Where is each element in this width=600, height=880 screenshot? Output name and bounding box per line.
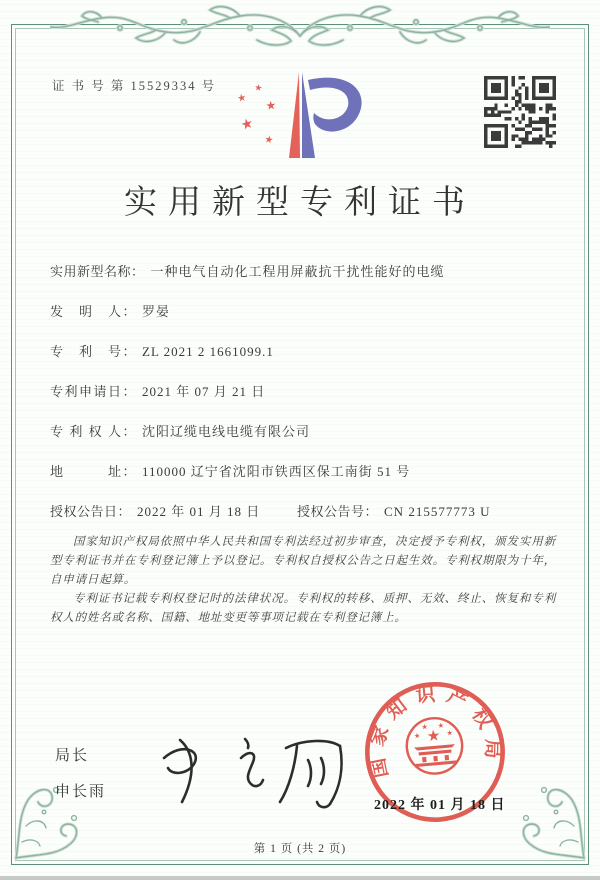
field-row-address [50, 452, 560, 492]
top-flourish-ornament [50, 2, 550, 58]
grant-number-value: CN 215577773 U [384, 504, 491, 519]
svg-text:★: ★ [253, 82, 264, 94]
grant-date-label: 授权公告日： [50, 504, 132, 519]
legal-paragraph-2: 专利证书记载专利权登记时的法律状况。专利权的转移、质押、无效、终止、恢复和专利权人的姓名或名称、国籍、地址变更等事项记载在专利登记簿上。 [50, 593, 556, 624]
field-value: 110000 辽宁省沈阳市铁西区保工南街 51 号 [142, 464, 411, 479]
svg-text:★: ★ [437, 721, 445, 731]
svg-text:★: ★ [236, 92, 248, 105]
qr-code [484, 76, 556, 148]
cnipa-logo-icon [230, 68, 370, 168]
certificate-number: 证 书 号 第 15529334 号 [52, 79, 217, 93]
grant-number-group [297, 492, 490, 532]
field-row-filing-date [50, 372, 560, 412]
field-value: 沈阳辽缆电线电缆有限公司 [142, 424, 311, 439]
field-label: 专利申请日： [50, 384, 136, 399]
legal-text [50, 533, 556, 628]
field-label: 专 利 权 人： [50, 424, 136, 439]
svg-text:★: ★ [263, 134, 275, 147]
legal-paragraph-1: 国家知识产权局依照中华人民共和国专利法经过初步审查，决定授予专利权，颁发实用新型专利证书并在专利登记簿上予以登记。专利权自授权公告之日起生效。专利权期限为十年，自申请日起算。 [50, 536, 556, 586]
field-row-name [50, 252, 560, 292]
svg-text:★: ★ [426, 727, 442, 746]
field-list [50, 252, 560, 532]
field-label: 地 址： [50, 464, 136, 479]
field-value: 一种电气自动化工程用屏蔽抗干扰性能好的电缆 [150, 264, 445, 279]
certificate-title: 实用新型专利证书 [124, 185, 476, 221]
svg-text:★: ★ [413, 731, 421, 741]
field-value: 罗晏 [142, 304, 171, 319]
commissioner-title: 局长 [55, 748, 90, 764]
signature-handwriting-icon [148, 726, 358, 816]
svg-text:★: ★ [239, 116, 256, 134]
field-label: 专 利 号： [50, 344, 136, 359]
svg-text:★: ★ [421, 722, 429, 732]
page-number: 第 1 页 (共 2 页) [253, 843, 347, 855]
field-value: 2021 年 07 月 21 日 [142, 384, 266, 399]
grant-number-label: 授权公告号： [297, 504, 379, 519]
field-row-patent-number [50, 332, 560, 372]
official-seal [346, 663, 524, 841]
grant-date-value: 2022 年 01 月 18 日 [137, 504, 261, 519]
svg-text:★: ★ [446, 728, 454, 738]
field-row-patentee [50, 412, 560, 452]
field-label: 实用新型名称： [50, 264, 145, 279]
svg-text:★: ★ [264, 97, 278, 113]
grant-date-stamp: 2022 年 01 月 18 日 [374, 798, 506, 813]
field-row-grant [50, 492, 560, 532]
field-value: ZL 2021 2 1661099.1 [142, 344, 274, 359]
national-emblem-icon [404, 716, 464, 776]
commissioner-name: 申长雨 [55, 784, 107, 800]
scan-edge-shadow [0, 876, 600, 880]
field-label: 发 明 人： [50, 304, 136, 319]
field-row-inventor [50, 292, 560, 332]
seal-ring-text: 国家知识产权局 [366, 683, 503, 780]
